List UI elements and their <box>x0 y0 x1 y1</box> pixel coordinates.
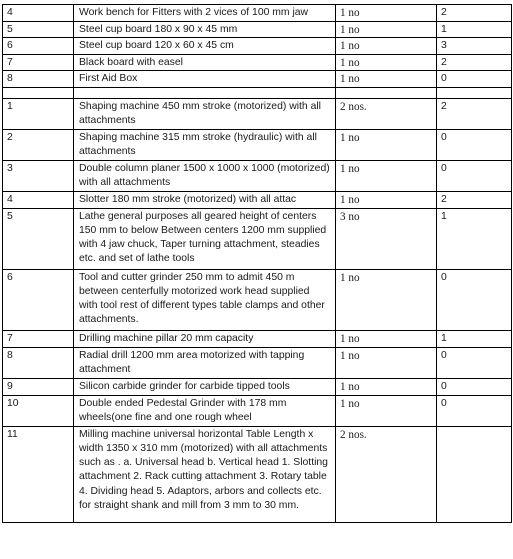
table-row <box>3 395 512 426</box>
serial-number-cell: 3 <box>3 160 74 191</box>
description-cell: Drilling machine pillar 20 mm capacity <box>74 330 336 347</box>
available-count-cell: 0 <box>437 347 512 378</box>
table-row <box>3 54 512 71</box>
available-count-cell: 3 <box>437 38 512 55</box>
serial-number-cell: 5 <box>3 21 74 38</box>
quantity-cell: 1 no <box>336 378 437 395</box>
description-cell: Steel cup board 120 x 60 x 45 cm <box>74 38 336 55</box>
serial-number-cell: 9 <box>3 378 74 395</box>
quantity-cell: 1 no <box>336 129 437 160</box>
quantity-cell: 2 nos. <box>336 98 437 129</box>
quantity-cell: 1 no <box>336 38 437 55</box>
available-count-cell: 0 <box>437 269 512 330</box>
quantity-cell: 1 no <box>336 54 437 71</box>
description-cell: Steel cup board 180 x 90 x 45 mm <box>74 21 336 38</box>
available-count-cell <box>437 426 512 522</box>
serial-number-cell: 6 <box>3 269 74 330</box>
description-cell: Slotter 180 mm stroke (motorized) with all attac <box>74 191 336 208</box>
spacer-cell <box>3 87 74 98</box>
equipment-table-body <box>3 5 512 523</box>
table-row <box>3 330 512 347</box>
spacer-cell <box>336 87 437 98</box>
serial-number-cell: 4 <box>3 5 74 22</box>
description-cell: Lathe general purposes all geared height of centers 150 mm to below Between centers 1200 mm supplied with 4 jaw chuck, Taper turning attachment, steadies etc. and set of lathe tools <box>74 208 336 269</box>
available-count-cell: 2 <box>437 54 512 71</box>
description-cell: Shaping machine 315 mm stroke (hydraulic) with all attachments <box>74 129 336 160</box>
description-cell: Radial drill 1200 mm area motorized with tapping attachment <box>74 347 336 378</box>
table-row <box>3 426 512 522</box>
serial-number-cell: 5 <box>3 208 74 269</box>
table-row <box>3 5 512 22</box>
description-cell: First Aid Box <box>74 71 336 88</box>
available-count-cell: 1 <box>437 330 512 347</box>
serial-number-cell: 8 <box>3 71 74 88</box>
quantity-cell: 1 no <box>336 21 437 38</box>
description-cell: Milling machine universal horizontal Table Length x width 1350 x 310 mm (motorized) with all attachments such as . a. Universal head b. Vertical head 1. Slotting attachment 2. Rack cutting attachment 3. Rotary table 4. Dividing head 5. Adaptors, arbors and collects etc. for straight shank and mill from 3 mm to 30 mm. <box>74 426 336 522</box>
equipment-list-page <box>2 4 512 523</box>
table-row <box>3 208 512 269</box>
table-row <box>3 71 512 88</box>
available-count-cell: 1 <box>437 21 512 38</box>
description-cell: Double column planer 1500 x 1000 x 1000 (motorized) with all attachments <box>74 160 336 191</box>
serial-number-cell: 10 <box>3 395 74 426</box>
serial-number-cell: 2 <box>3 129 74 160</box>
available-count-cell: 0 <box>437 378 512 395</box>
description-cell: Black board with easel <box>74 54 336 71</box>
table-row <box>3 378 512 395</box>
available-count-cell: 0 <box>437 395 512 426</box>
serial-number-cell: 1 <box>3 98 74 129</box>
quantity-cell: 1 no <box>336 347 437 378</box>
description-cell: Tool and cutter grinder 250 mm to admit 450 m between centerfully motorized work head supplied with tool rest of different types table clamps and other attachments. <box>74 269 336 330</box>
table-row <box>3 21 512 38</box>
quantity-cell: 1 no <box>336 160 437 191</box>
available-count-cell: 0 <box>437 129 512 160</box>
quantity-cell: 1 no <box>336 71 437 88</box>
table-row <box>3 129 512 160</box>
quantity-cell: 1 no <box>336 5 437 22</box>
quantity-cell: 2 nos. <box>336 426 437 522</box>
available-count-cell: 2 <box>437 191 512 208</box>
quantity-cell: 1 no <box>336 191 437 208</box>
description-cell: Silicon carbide grinder for carbide tipped tools <box>74 378 336 395</box>
spacer-cell <box>437 87 512 98</box>
section-spacer-row <box>3 87 512 98</box>
equipment-table <box>2 4 512 523</box>
serial-number-cell: 7 <box>3 54 74 71</box>
table-row <box>3 98 512 129</box>
table-row <box>3 38 512 55</box>
description-cell: Shaping machine 450 mm stroke (motorized) with all attachments <box>74 98 336 129</box>
quantity-cell: 1 no <box>336 269 437 330</box>
serial-number-cell: 8 <box>3 347 74 378</box>
table-row <box>3 347 512 378</box>
available-count-cell: 2 <box>437 98 512 129</box>
available-count-cell: 2 <box>437 5 512 22</box>
table-row <box>3 191 512 208</box>
serial-number-cell: 6 <box>3 38 74 55</box>
table-row <box>3 269 512 330</box>
description-cell: Double ended Pedestal Grinder with 178 mm wheels(one fine and one rough wheel <box>74 395 336 426</box>
available-count-cell: 0 <box>437 160 512 191</box>
available-count-cell: 0 <box>437 71 512 88</box>
serial-number-cell: 4 <box>3 191 74 208</box>
spacer-cell <box>74 87 336 98</box>
serial-number-cell: 11 <box>3 426 74 522</box>
serial-number-cell: 7 <box>3 330 74 347</box>
quantity-cell: 1 no <box>336 395 437 426</box>
quantity-cell: 1 no <box>336 330 437 347</box>
table-row <box>3 160 512 191</box>
quantity-cell: 3 no <box>336 208 437 269</box>
description-cell: Work bench for Fitters with 2 vices of 100 mm jaw <box>74 5 336 22</box>
available-count-cell: 1 <box>437 208 512 269</box>
